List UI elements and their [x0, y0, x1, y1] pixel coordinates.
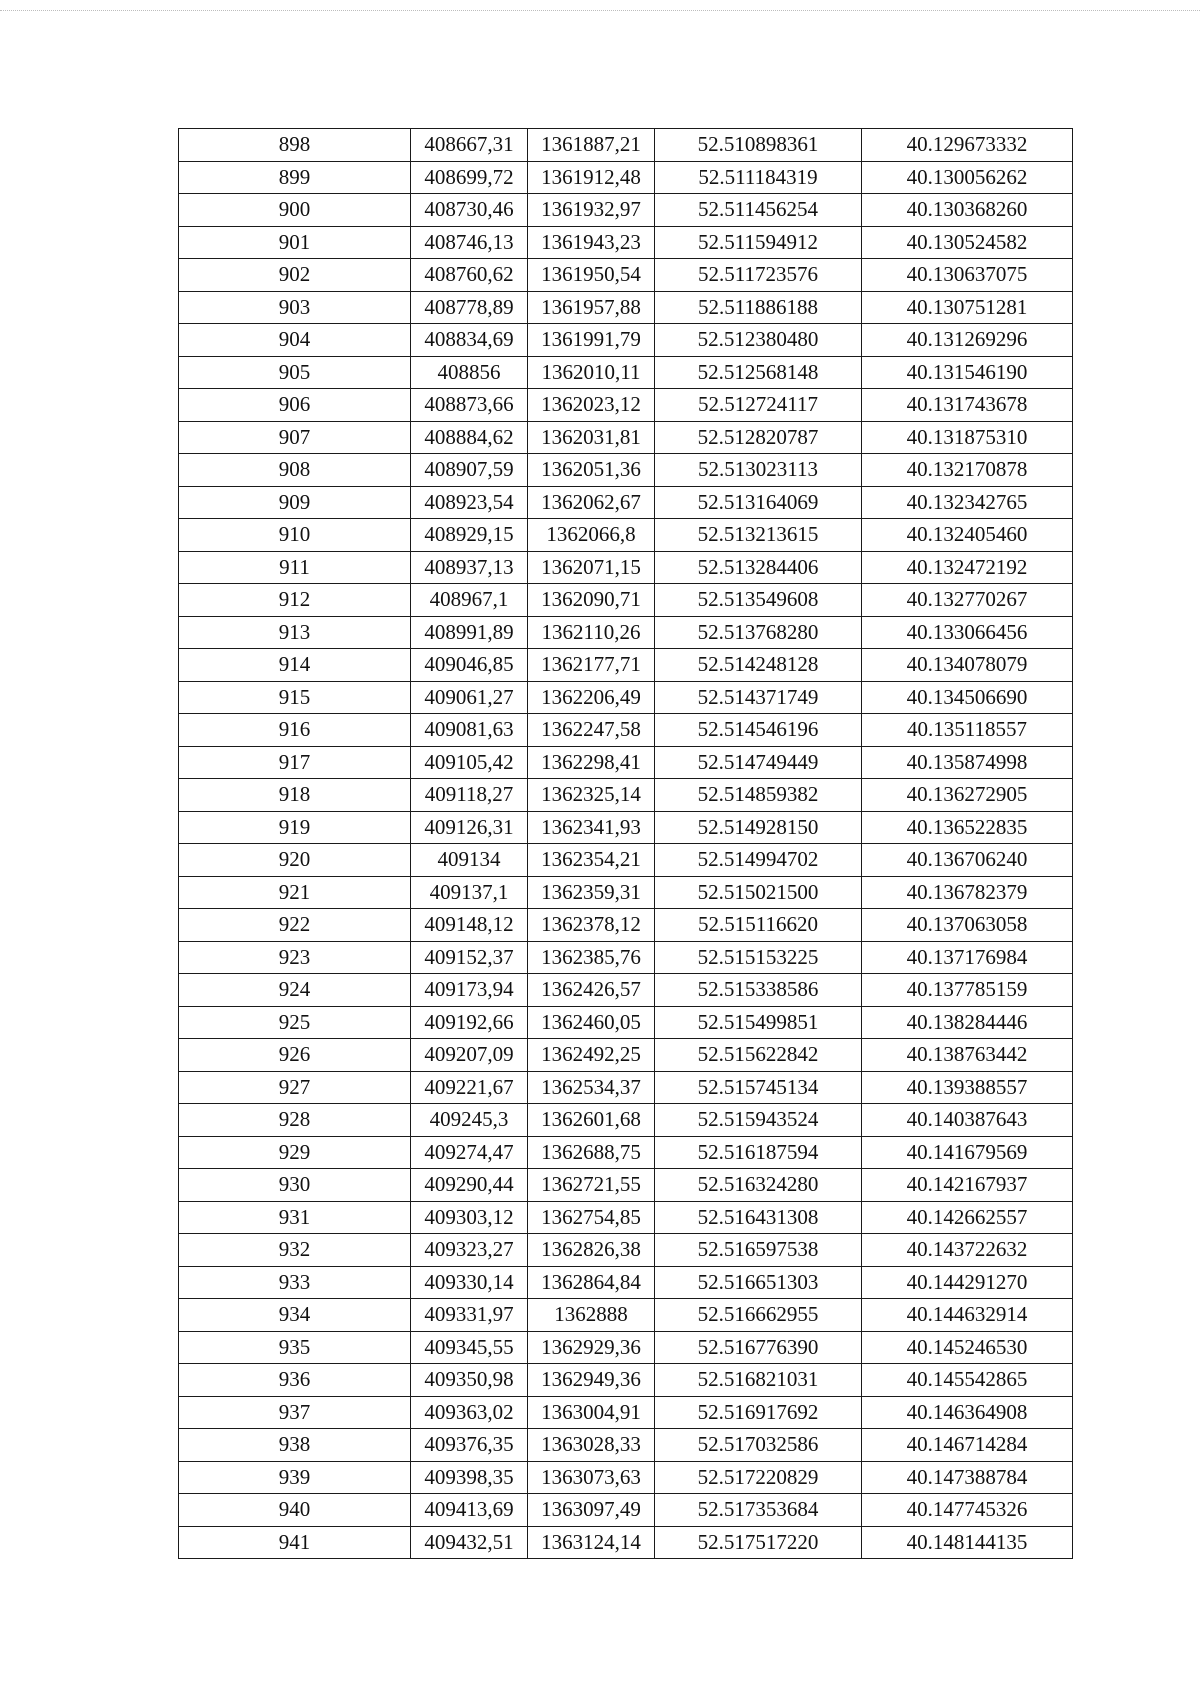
point-number-cell: 922: [179, 909, 411, 942]
latitude-cell: 52.512820787: [655, 421, 862, 454]
point-number-cell: 926: [179, 1039, 411, 1072]
x-coordinate-cell: 409331,97: [411, 1299, 528, 1332]
table-row: [179, 1201, 1073, 1234]
latitude-cell: 52.515499851: [655, 1006, 862, 1039]
y-coordinate-cell: 1362010,11: [528, 356, 655, 389]
longitude-cell: 40.141679569: [862, 1136, 1073, 1169]
latitude-cell: 52.515116620: [655, 909, 862, 942]
latitude-cell: 52.514248128: [655, 649, 862, 682]
x-coordinate-cell: 408746,13: [411, 226, 528, 259]
x-coordinate-cell: 409274,47: [411, 1136, 528, 1169]
x-coordinate-cell: 408991,89: [411, 616, 528, 649]
longitude-cell: 40.136782379: [862, 876, 1073, 909]
table-row: [179, 584, 1073, 617]
table-row: [179, 161, 1073, 194]
x-coordinate-cell: 409137,1: [411, 876, 528, 909]
latitude-cell: 52.514994702: [655, 844, 862, 877]
latitude-cell: 52.515943524: [655, 1104, 862, 1137]
latitude-cell: 52.516662955: [655, 1299, 862, 1332]
longitude-cell: 40.146714284: [862, 1429, 1073, 1462]
longitude-cell: 40.137785159: [862, 974, 1073, 1007]
table-row: [179, 1396, 1073, 1429]
point-number-cell: 918: [179, 779, 411, 812]
latitude-cell: 52.516917692: [655, 1396, 862, 1429]
table-row: [179, 844, 1073, 877]
point-number-cell: 917: [179, 746, 411, 779]
longitude-cell: 40.130524582: [862, 226, 1073, 259]
y-coordinate-cell: 1362460,05: [528, 1006, 655, 1039]
table-row: [179, 1006, 1073, 1039]
table-row: [179, 1234, 1073, 1267]
latitude-cell: 52.511594912: [655, 226, 862, 259]
y-coordinate-cell: 1362247,58: [528, 714, 655, 747]
latitude-cell: 52.515745134: [655, 1071, 862, 1104]
longitude-cell: 40.147388784: [862, 1461, 1073, 1494]
latitude-cell: 52.511184319: [655, 161, 862, 194]
table-row: [179, 616, 1073, 649]
point-number-cell: 904: [179, 324, 411, 357]
y-coordinate-cell: 1362688,75: [528, 1136, 655, 1169]
x-coordinate-cell: 408730,46: [411, 194, 528, 227]
x-coordinate-cell: 409061,27: [411, 681, 528, 714]
x-coordinate-cell: 409105,42: [411, 746, 528, 779]
longitude-cell: 40.132770267: [862, 584, 1073, 617]
longitude-cell: 40.135874998: [862, 746, 1073, 779]
longitude-cell: 40.131743678: [862, 389, 1073, 422]
point-number-cell: 907: [179, 421, 411, 454]
longitude-cell: 40.131546190: [862, 356, 1073, 389]
latitude-cell: 52.514928150: [655, 811, 862, 844]
point-number-cell: 899: [179, 161, 411, 194]
table-row: [179, 1071, 1073, 1104]
table-row: [179, 454, 1073, 487]
point-number-cell: 913: [179, 616, 411, 649]
x-coordinate-cell: 408929,15: [411, 519, 528, 552]
y-coordinate-cell: 1361932,97: [528, 194, 655, 227]
x-coordinate-cell: 408856: [411, 356, 528, 389]
latitude-cell: 52.514546196: [655, 714, 862, 747]
latitude-cell: 52.513549608: [655, 584, 862, 617]
point-number-cell: 924: [179, 974, 411, 1007]
point-number-cell: 908: [179, 454, 411, 487]
point-number-cell: 930: [179, 1169, 411, 1202]
y-coordinate-cell: 1361912,48: [528, 161, 655, 194]
coordinates-table: [178, 128, 1073, 1559]
table-row: [179, 1266, 1073, 1299]
y-coordinate-cell: 1362601,68: [528, 1104, 655, 1137]
table-row: [179, 941, 1073, 974]
y-coordinate-cell: 1363097,49: [528, 1494, 655, 1527]
latitude-cell: 52.513023113: [655, 454, 862, 487]
y-coordinate-cell: 1361887,21: [528, 129, 655, 162]
point-number-cell: 914: [179, 649, 411, 682]
point-number-cell: 905: [179, 356, 411, 389]
latitude-cell: 52.512568148: [655, 356, 862, 389]
point-number-cell: 940: [179, 1494, 411, 1527]
table-row: [179, 1429, 1073, 1462]
point-number-cell: 903: [179, 291, 411, 324]
table-row: [179, 291, 1073, 324]
longitude-cell: 40.146364908: [862, 1396, 1073, 1429]
x-coordinate-cell: 408967,1: [411, 584, 528, 617]
latitude-cell: 52.517032586: [655, 1429, 862, 1462]
latitude-cell: 52.516431308: [655, 1201, 862, 1234]
latitude-cell: 52.511886188: [655, 291, 862, 324]
longitude-cell: 40.132472192: [862, 551, 1073, 584]
table-row: [179, 811, 1073, 844]
y-coordinate-cell: 1361991,79: [528, 324, 655, 357]
table-row: [179, 714, 1073, 747]
point-number-cell: 921: [179, 876, 411, 909]
longitude-cell: 40.144291270: [862, 1266, 1073, 1299]
latitude-cell: 52.513768280: [655, 616, 862, 649]
table-row: [179, 389, 1073, 422]
longitude-cell: 40.145246530: [862, 1331, 1073, 1364]
x-coordinate-cell: 409398,35: [411, 1461, 528, 1494]
x-coordinate-cell: 409363,02: [411, 1396, 528, 1429]
y-coordinate-cell: 1362721,55: [528, 1169, 655, 1202]
latitude-cell: 52.511456254: [655, 194, 862, 227]
y-coordinate-cell: 1361957,88: [528, 291, 655, 324]
longitude-cell: 40.142167937: [862, 1169, 1073, 1202]
point-number-cell: 936: [179, 1364, 411, 1397]
x-coordinate-cell: 408937,13: [411, 551, 528, 584]
y-coordinate-cell: 1362071,15: [528, 551, 655, 584]
x-coordinate-cell: 409134: [411, 844, 528, 877]
longitude-cell: 40.136272905: [862, 779, 1073, 812]
x-coordinate-cell: 409173,94: [411, 974, 528, 1007]
table-row: [179, 909, 1073, 942]
point-number-cell: 902: [179, 259, 411, 292]
y-coordinate-cell: 1362031,81: [528, 421, 655, 454]
latitude-cell: 52.516651303: [655, 1266, 862, 1299]
y-coordinate-cell: 1362298,41: [528, 746, 655, 779]
longitude-cell: 40.130637075: [862, 259, 1073, 292]
y-coordinate-cell: 1362341,93: [528, 811, 655, 844]
latitude-cell: 52.513284406: [655, 551, 862, 584]
y-coordinate-cell: 1362023,12: [528, 389, 655, 422]
table-row: [179, 779, 1073, 812]
point-number-cell: 923: [179, 941, 411, 974]
y-coordinate-cell: 1362066,8: [528, 519, 655, 552]
x-coordinate-cell: 409376,35: [411, 1429, 528, 1462]
longitude-cell: 40.132342765: [862, 486, 1073, 519]
y-coordinate-cell: 1362492,25: [528, 1039, 655, 1072]
table-row: [179, 649, 1073, 682]
point-number-cell: 931: [179, 1201, 411, 1234]
latitude-cell: 52.516324280: [655, 1169, 862, 1202]
longitude-cell: 40.132170878: [862, 454, 1073, 487]
y-coordinate-cell: 1362206,49: [528, 681, 655, 714]
longitude-cell: 40.144632914: [862, 1299, 1073, 1332]
table-row: [179, 1039, 1073, 1072]
y-coordinate-cell: 1362354,21: [528, 844, 655, 877]
x-coordinate-cell: 409148,12: [411, 909, 528, 942]
point-number-cell: 941: [179, 1526, 411, 1559]
point-number-cell: 937: [179, 1396, 411, 1429]
point-number-cell: 906: [179, 389, 411, 422]
point-number-cell: 898: [179, 129, 411, 162]
x-coordinate-cell: 408699,72: [411, 161, 528, 194]
y-coordinate-cell: 1362177,71: [528, 649, 655, 682]
latitude-cell: 52.514859382: [655, 779, 862, 812]
y-coordinate-cell: 1362062,67: [528, 486, 655, 519]
point-number-cell: 919: [179, 811, 411, 844]
latitude-cell: 52.510898361: [655, 129, 862, 162]
table-row: [179, 259, 1073, 292]
point-number-cell: 929: [179, 1136, 411, 1169]
latitude-cell: 52.517353684: [655, 1494, 862, 1527]
latitude-cell: 52.515338586: [655, 974, 862, 1007]
y-coordinate-cell: 1362534,37: [528, 1071, 655, 1104]
y-coordinate-cell: 1362888: [528, 1299, 655, 1332]
table-row: [179, 1169, 1073, 1202]
table-row: [179, 1104, 1073, 1137]
y-coordinate-cell: 1363073,63: [528, 1461, 655, 1494]
y-coordinate-cell: 1362826,38: [528, 1234, 655, 1267]
x-coordinate-cell: 408778,89: [411, 291, 528, 324]
table-row: [179, 194, 1073, 227]
x-coordinate-cell: 408923,54: [411, 486, 528, 519]
x-coordinate-cell: 409345,55: [411, 1331, 528, 1364]
longitude-cell: 40.130751281: [862, 291, 1073, 324]
table-row: [179, 421, 1073, 454]
x-coordinate-cell: 408834,69: [411, 324, 528, 357]
table-row: [179, 226, 1073, 259]
x-coordinate-cell: 408907,59: [411, 454, 528, 487]
latitude-cell: 52.512724117: [655, 389, 862, 422]
table-row: [179, 1331, 1073, 1364]
table-row: [179, 876, 1073, 909]
coordinates-table-body: [179, 129, 1073, 1559]
longitude-cell: 40.145542865: [862, 1364, 1073, 1397]
table-row: [179, 1494, 1073, 1527]
point-number-cell: 916: [179, 714, 411, 747]
latitude-cell: 52.514749449: [655, 746, 862, 779]
longitude-cell: 40.134506690: [862, 681, 1073, 714]
y-coordinate-cell: 1362090,71: [528, 584, 655, 617]
table-row: [179, 1136, 1073, 1169]
point-number-cell: 934: [179, 1299, 411, 1332]
y-coordinate-cell: 1363028,33: [528, 1429, 655, 1462]
table-row: [179, 681, 1073, 714]
x-coordinate-cell: 409192,66: [411, 1006, 528, 1039]
table-row: [179, 129, 1073, 162]
point-number-cell: 915: [179, 681, 411, 714]
y-coordinate-cell: 1362426,57: [528, 974, 655, 1007]
longitude-cell: 40.131269296: [862, 324, 1073, 357]
longitude-cell: 40.138763442: [862, 1039, 1073, 1072]
longitude-cell: 40.130056262: [862, 161, 1073, 194]
y-coordinate-cell: 1363124,14: [528, 1526, 655, 1559]
x-coordinate-cell: 409432,51: [411, 1526, 528, 1559]
point-number-cell: 927: [179, 1071, 411, 1104]
point-number-cell: 939: [179, 1461, 411, 1494]
table-row: [179, 551, 1073, 584]
longitude-cell: 40.143722632: [862, 1234, 1073, 1267]
x-coordinate-cell: 408884,62: [411, 421, 528, 454]
longitude-cell: 40.137063058: [862, 909, 1073, 942]
longitude-cell: 40.147745326: [862, 1494, 1073, 1527]
y-coordinate-cell: 1362385,76: [528, 941, 655, 974]
point-number-cell: 911: [179, 551, 411, 584]
x-coordinate-cell: 409323,27: [411, 1234, 528, 1267]
x-coordinate-cell: 409413,69: [411, 1494, 528, 1527]
latitude-cell: 52.515021500: [655, 876, 862, 909]
longitude-cell: 40.135118557: [862, 714, 1073, 747]
y-coordinate-cell: 1362110,26: [528, 616, 655, 649]
x-coordinate-cell: 409046,85: [411, 649, 528, 682]
y-coordinate-cell: 1362359,31: [528, 876, 655, 909]
y-coordinate-cell: 1362378,12: [528, 909, 655, 942]
latitude-cell: 52.516187594: [655, 1136, 862, 1169]
longitude-cell: 40.137176984: [862, 941, 1073, 974]
longitude-cell: 40.148144135: [862, 1526, 1073, 1559]
table-row: [179, 486, 1073, 519]
x-coordinate-cell: 409118,27: [411, 779, 528, 812]
longitude-cell: 40.133066456: [862, 616, 1073, 649]
x-coordinate-cell: 409350,98: [411, 1364, 528, 1397]
x-coordinate-cell: 409152,37: [411, 941, 528, 974]
point-number-cell: 938: [179, 1429, 411, 1462]
longitude-cell: 40.142662557: [862, 1201, 1073, 1234]
latitude-cell: 52.515153225: [655, 941, 862, 974]
latitude-cell: 52.516597538: [655, 1234, 862, 1267]
longitude-cell: 40.129673332: [862, 129, 1073, 162]
point-number-cell: 920: [179, 844, 411, 877]
longitude-cell: 40.140387643: [862, 1104, 1073, 1137]
point-number-cell: 925: [179, 1006, 411, 1039]
x-coordinate-cell: 408873,66: [411, 389, 528, 422]
longitude-cell: 40.136522835: [862, 811, 1073, 844]
point-number-cell: 910: [179, 519, 411, 552]
latitude-cell: 52.513213615: [655, 519, 862, 552]
x-coordinate-cell: 409290,44: [411, 1169, 528, 1202]
longitude-cell: 40.139388557: [862, 1071, 1073, 1104]
table-row: [179, 1364, 1073, 1397]
latitude-cell: 52.511723576: [655, 259, 862, 292]
y-coordinate-cell: 1361950,54: [528, 259, 655, 292]
y-coordinate-cell: 1361943,23: [528, 226, 655, 259]
longitude-cell: 40.134078079: [862, 649, 1073, 682]
point-number-cell: 932: [179, 1234, 411, 1267]
table-row: [179, 974, 1073, 1007]
longitude-cell: 40.131875310: [862, 421, 1073, 454]
scan-edge-line: [0, 10, 1200, 11]
longitude-cell: 40.136706240: [862, 844, 1073, 877]
latitude-cell: 52.515622842: [655, 1039, 862, 1072]
latitude-cell: 52.516776390: [655, 1331, 862, 1364]
table-row: [179, 519, 1073, 552]
longitude-cell: 40.132405460: [862, 519, 1073, 552]
table-row: [179, 746, 1073, 779]
table-row: [179, 1461, 1073, 1494]
latitude-cell: 52.512380480: [655, 324, 862, 357]
y-coordinate-cell: 1362325,14: [528, 779, 655, 812]
point-number-cell: 901: [179, 226, 411, 259]
table-row: [179, 356, 1073, 389]
y-coordinate-cell: 1362949,36: [528, 1364, 655, 1397]
latitude-cell: 52.517517220: [655, 1526, 862, 1559]
point-number-cell: 928: [179, 1104, 411, 1137]
y-coordinate-cell: 1362929,36: [528, 1331, 655, 1364]
x-coordinate-cell: 408760,62: [411, 259, 528, 292]
x-coordinate-cell: 408667,31: [411, 129, 528, 162]
point-number-cell: 933: [179, 1266, 411, 1299]
x-coordinate-cell: 409207,09: [411, 1039, 528, 1072]
y-coordinate-cell: 1362864,84: [528, 1266, 655, 1299]
table-row: [179, 1526, 1073, 1559]
latitude-cell: 52.514371749: [655, 681, 862, 714]
point-number-cell: 909: [179, 486, 411, 519]
x-coordinate-cell: 409126,31: [411, 811, 528, 844]
x-coordinate-cell: 409221,67: [411, 1071, 528, 1104]
point-number-cell: 912: [179, 584, 411, 617]
table-row: [179, 1299, 1073, 1332]
y-coordinate-cell: 1362051,36: [528, 454, 655, 487]
x-coordinate-cell: 409081,63: [411, 714, 528, 747]
latitude-cell: 52.516821031: [655, 1364, 862, 1397]
x-coordinate-cell: 409303,12: [411, 1201, 528, 1234]
x-coordinate-cell: 409245,3: [411, 1104, 528, 1137]
latitude-cell: 52.513164069: [655, 486, 862, 519]
latitude-cell: 52.517220829: [655, 1461, 862, 1494]
point-number-cell: 900: [179, 194, 411, 227]
y-coordinate-cell: 1362754,85: [528, 1201, 655, 1234]
longitude-cell: 40.130368260: [862, 194, 1073, 227]
table-row: [179, 324, 1073, 357]
x-coordinate-cell: 409330,14: [411, 1266, 528, 1299]
point-number-cell: 935: [179, 1331, 411, 1364]
longitude-cell: 40.138284446: [862, 1006, 1073, 1039]
y-coordinate-cell: 1363004,91: [528, 1396, 655, 1429]
